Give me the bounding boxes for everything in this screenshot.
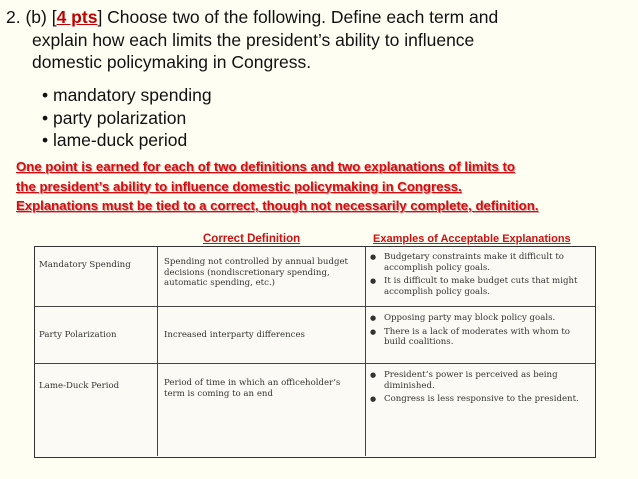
- term-cell: Lame-Duck Period: [35, 364, 158, 456]
- example-item: ● Budgetary constraints make it difficult to accomplish policy goals.: [370, 252, 564, 273]
- term-options-list: [42, 84, 212, 152]
- question-prefix: 2. (b) [: [6, 7, 57, 27]
- definition-cell: Increased interparty differences: [158, 307, 366, 363]
- scoring-note: [16, 157, 631, 216]
- table-row: [35, 307, 595, 364]
- question-line2: explain how each limits the president’s ability to influence: [32, 29, 475, 50]
- examples-cell: [366, 364, 595, 456]
- scoring-note-line: One point is earned for each of two definitions and two explanations of limits to: [16, 159, 515, 174]
- question-line3: domestic policymaking in Congress.: [32, 52, 312, 72]
- examples-cell: [366, 247, 595, 306]
- table-row: [35, 364, 595, 456]
- rubric-table: [34, 246, 596, 458]
- example-item: ● It is difficult to make budget cuts that might accomplish policy goals.: [370, 276, 578, 297]
- term-option: • lame-duck period: [42, 130, 188, 150]
- question-text: [6, 6, 632, 74]
- question-line1-rest: ] Choose two of the following. Define each term and: [97, 7, 499, 27]
- example-item: ● Opposing party may block policy goals.: [370, 313, 556, 323]
- scoring-note-line: Explanations must be tied to a correct, though not necessarily complete, definition.: [16, 198, 539, 213]
- examples-cell: [366, 307, 595, 363]
- table-row: [35, 247, 595, 307]
- example-item: ● There is a lack of moderates with whom to build coalitions.: [370, 326, 570, 347]
- definition-cell: Spending not controlled by annual budget decisions (nondiscretionary spending, automatic spending, etc.): [158, 247, 366, 306]
- term-cell: Party Polarization: [35, 307, 158, 363]
- term-option: • mandatory spending: [42, 85, 212, 105]
- definition-cell: Period of time in which an officeholder’s term is coming to an end: [158, 364, 366, 456]
- term-cell: Mandatory Spending: [35, 247, 158, 306]
- points-label: 4 pts: [56, 7, 98, 27]
- definition-header: Correct Definition: [203, 233, 301, 245]
- example-item: ● President’s power is perceived as being diminished.: [370, 370, 558, 391]
- scoring-note-line: the president’s ability to influence domestic policymaking in Congress.: [16, 178, 462, 194]
- examples-header: Examples of Acceptable Explanations: [373, 233, 571, 245]
- term-option: • party polarization: [42, 107, 187, 128]
- example-item: ● Congress is less responsive to the president.: [370, 394, 579, 404]
